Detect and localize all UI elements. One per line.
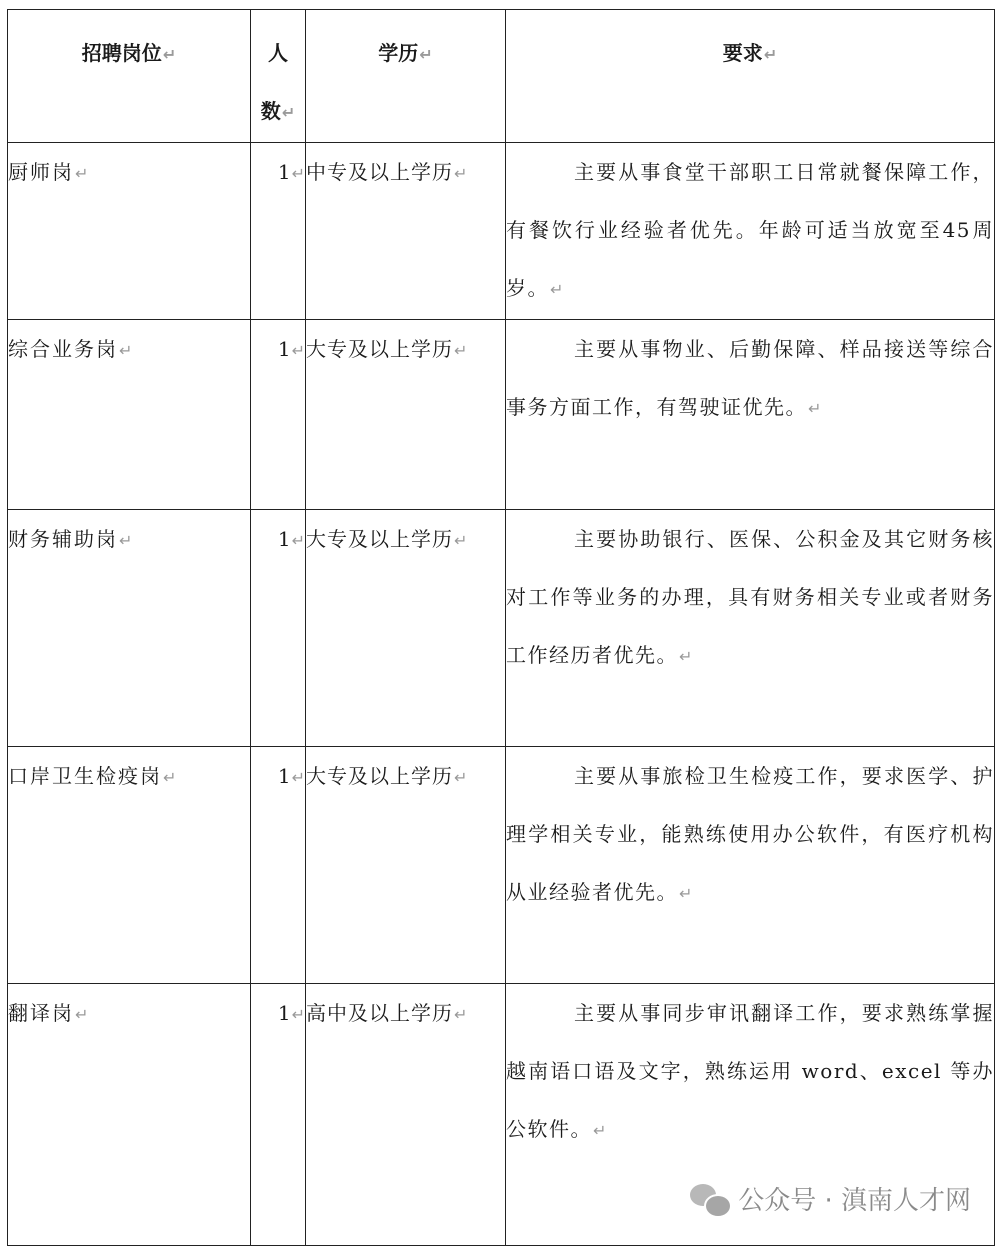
paragraph-mark-icon: ↵	[419, 45, 433, 64]
cell-education: 中专及以上学历↵	[306, 143, 506, 320]
paragraph-mark-icon: ↵	[454, 341, 469, 360]
cell-requirements: 主要从事旅检卫生检疫工作，要求医学、护理学相关专业，能熟练使用办公软件，有医疗机构从业经验者优先。↵	[506, 747, 995, 984]
cell-education: 大专及以上学历↵	[306, 320, 506, 510]
paragraph-mark-icon: ↵	[162, 45, 177, 64]
wechat-icon	[690, 1182, 730, 1216]
paragraph-mark-icon: ↵	[281, 103, 296, 122]
cell-count: 1↵	[251, 510, 306, 747]
paragraph-mark-icon: ↵	[119, 531, 135, 550]
cell-requirements: 主要协助银行、医保、公积金及其它财务核对工作等业务的办理，具有财务相关专业或者财务工作经历者优先。↵	[506, 510, 995, 747]
cell-education: 大专及以上学历↵	[306, 747, 506, 984]
paragraph-mark-icon: ↵	[550, 280, 565, 299]
cell-position: 财务辅助岗↵	[8, 510, 251, 747]
paragraph-mark-icon: ↵	[454, 164, 469, 183]
table-row	[8, 747, 995, 984]
paragraph-mark-icon: ↵	[454, 531, 469, 550]
cell-count: 1↵	[251, 320, 306, 510]
paragraph-mark-icon: ↵	[679, 884, 694, 903]
paragraph-mark-icon: ↵	[291, 341, 305, 360]
paragraph-mark-icon: ↵	[119, 341, 135, 360]
paragraph-mark-icon: ↵	[291, 768, 305, 787]
header-requirements: 要求↵	[506, 10, 995, 143]
watermark	[690, 1180, 971, 1217]
table-row	[8, 320, 995, 510]
cell-requirements: 主要从事物业、后勤保障、样品接送等综合事务方面工作，有驾驶证优先。↵	[506, 320, 995, 510]
paragraph-mark-icon: ↵	[163, 768, 179, 787]
cell-position: 翻译岗↵	[8, 984, 251, 1246]
paragraph-mark-icon: ↵	[291, 164, 305, 183]
paragraph-mark-icon: ↵	[808, 399, 823, 418]
cell-position: 综合业务岗↵	[8, 320, 251, 510]
paragraph-mark-icon: ↵	[679, 647, 694, 666]
table-row	[8, 143, 995, 320]
header-count: 人 数↵	[251, 10, 306, 143]
cell-count: 1↵	[251, 143, 306, 320]
cell-requirements: 主要从事同步审讯翻译工作，要求熟练掌握越南语口语及文字，熟练运用 word、excel 等办公软件。↵	[506, 984, 995, 1246]
paragraph-mark-icon: ↵	[763, 45, 778, 64]
cell-requirements: 主要从事食堂干部职工日常就餐保障工作，有餐饮行业经验者优先。年龄可适当放宽至45周岁。↵	[506, 143, 995, 320]
cell-education: 大专及以上学历↵	[306, 510, 506, 747]
paragraph-mark-icon: ↵	[291, 1005, 305, 1024]
table-header-row	[8, 10, 995, 143]
paragraph-mark-icon: ↵	[75, 164, 91, 183]
cell-education: 高中及以上学历↵	[306, 984, 506, 1246]
watermark-text: 公众号 · 滇南人才网	[738, 1186, 971, 1216]
cell-count: 1↵	[251, 984, 306, 1246]
cell-position: 厨师岗↵	[8, 143, 251, 320]
paragraph-mark-icon: ↵	[593, 1121, 608, 1140]
header-position: 招聘岗位↵	[8, 10, 251, 143]
paragraph-mark-icon: ↵	[75, 1005, 91, 1024]
paragraph-mark-icon: ↵	[291, 531, 305, 550]
paragraph-mark-icon: ↵	[454, 1005, 469, 1024]
header-education: 学历↵	[306, 10, 506, 143]
cell-position: 口岸卫生检疫岗↵	[8, 747, 251, 984]
table-row	[8, 510, 995, 747]
cell-count: 1↵	[251, 747, 306, 984]
paragraph-mark-icon: ↵	[454, 768, 469, 787]
job-table	[7, 9, 995, 1246]
